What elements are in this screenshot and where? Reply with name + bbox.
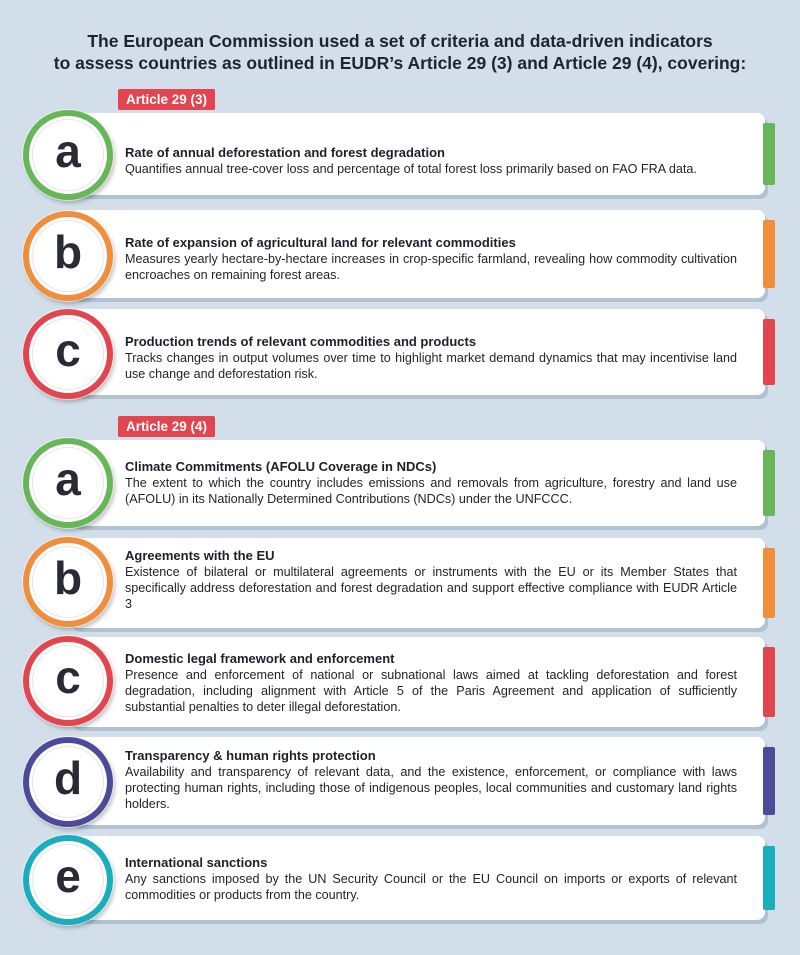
criterion-card-29-4-e: [70, 836, 765, 920]
criterion-card-29-3-a: [70, 113, 765, 195]
criterion-heading: Rate of expansion of agricultural land for relevant commodities: [125, 235, 516, 250]
letter-badge-29-4-c: [23, 636, 113, 726]
card-accent-bar: [763, 548, 775, 618]
card-accent-bar: [763, 123, 775, 185]
title-line-1: The European Commission used a set of criteria and data-driven indicators: [87, 31, 713, 51]
criterion-heading: International sanctions: [125, 855, 268, 870]
criterion-description: The extent to which the country includes emissions and removals from agriculture, forestry and land use (AFOLU) in its Nationally Determined Contributions (NDCs) under the UNFCCC.: [125, 476, 737, 506]
article-29-4-tag: Article 29 (4): [118, 416, 215, 437]
letter-label: a: [55, 453, 81, 505]
letter-label: c: [55, 651, 81, 703]
criterion-card-29-4-c: [70, 637, 765, 727]
criterion-heading: Domestic legal framework and enforcement: [125, 651, 395, 666]
letter-badge-29-4-b: [23, 537, 113, 627]
letter-badge-29-4-d: [23, 737, 113, 827]
criterion-description: Quantifies annual tree-cover loss and percentage of total forest loss primarily based on FAO FRA data.: [125, 162, 697, 176]
criterion-card-29-4-d: [70, 737, 765, 825]
criterion-heading: Transparency & human rights protection: [125, 748, 376, 763]
criterion-description: Existence of bilateral or multilateral agreements or instruments with the EU or its Member States that specifically address deforestation and forest degradation and support effective compliance with EUDR Article 3: [125, 565, 737, 611]
letter-badge-29-3-b: [23, 211, 113, 301]
letter-badge-29-3-a: [23, 110, 113, 200]
card-accent-bar: [763, 647, 775, 717]
criterion-card-29-3-c: [70, 309, 765, 395]
criterion-description: Tracks changes in output volumes over time to highlight market demand dynamics that may incentivise land use change and deforestation risk.: [125, 351, 737, 381]
card-accent-bar: [763, 220, 775, 288]
card-accent-bar: [763, 319, 775, 385]
card-accent-bar: [763, 450, 775, 516]
criterion-card-29-4-a: [70, 440, 765, 526]
letter-badge-29-4-a: [23, 438, 113, 528]
criterion-description: Presence and enforcement of national or subnational laws aimed at tackling deforestation and forest degradation, including alignment with Article 5 of the Paris Agreement and application of sufficiently substantial penalties to deter illegal deforestation.: [125, 668, 737, 714]
criterion-heading: Production trends of relevant commodities and products: [125, 334, 477, 349]
criterion-description: Any sanctions imposed by the UN Security Council or the EU Council on imports or exports of relevant commodities or products from the country.: [125, 872, 737, 902]
letter-label: d: [53, 752, 83, 804]
letter-badge-29-3-c: [23, 309, 113, 399]
letter-label: a: [55, 125, 81, 177]
criterion-card-29-4-b: [70, 538, 765, 628]
criterion-description: Measures yearly hectare-by-hectare increases in crop-specific farmland, revealing how commodity cultivation encroaches on remaining forest areas.: [125, 252, 737, 282]
criterion-heading: Rate of annual deforestation and forest degradation: [125, 145, 445, 160]
letter-label: e: [55, 850, 81, 902]
letter-label: b: [53, 226, 83, 278]
letter-label: c: [55, 324, 81, 376]
criterion-heading: Climate Commitments (AFOLU Coverage in NDCs): [125, 459, 437, 474]
card-accent-bar: [763, 747, 775, 815]
criterion-card-29-3-b: [70, 210, 765, 298]
card-accent-bar: [763, 846, 775, 910]
page-title: [0, 30, 800, 74]
letter-label: b: [53, 552, 83, 604]
criterion-heading: Agreements with the EU: [125, 548, 275, 563]
title-line-2: to assess countries as outlined in EUDR’s Article 29 (3) and Article 29 (4), covering:: [53, 53, 747, 73]
article-29-3-tag: Article 29 (3): [118, 89, 215, 110]
letter-badge-29-4-e: [23, 835, 113, 925]
criterion-description: Availability and transparency of relevant data, and the existence, enforcement, or compliance with laws protecting human rights, including those of indigenous peoples, local communities and customary land rights holders.: [125, 765, 737, 811]
